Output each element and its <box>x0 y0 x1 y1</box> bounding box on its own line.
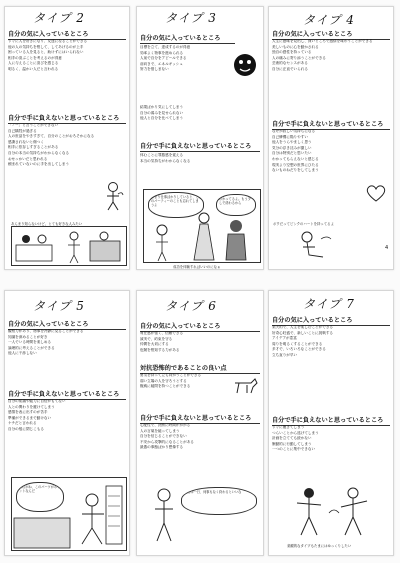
figure-caption: 楽観的なタイプもたまにはゆっくりしたい <box>287 544 352 548</box>
list-item: 結果ばかり気にしてしまう <box>140 105 184 109</box>
list-item: 誠実で、約束を守る <box>140 336 173 341</box>
strengths-list <box>8 39 126 73</box>
list-item: ないものねだりをしてしまう <box>272 168 319 173</box>
list-item: アイデアが豊富 <box>272 336 297 341</box>
list-item: 芸術的なセンスがある <box>272 61 308 66</box>
list-item: 人との関わりを避けてしまう <box>8 404 55 409</box>
list-item: 観察力があり、物事を冷静に見ることができる <box>8 329 84 333</box>
page-title: タイプ 4 <box>303 13 355 27</box>
list-item: 本当の気持ちがわからなくなる <box>140 158 191 163</box>
list-item: 現実より空想の世界にひたる <box>272 162 319 167</box>
page-title: タイプ 6 <box>165 299 217 313</box>
weaknesses-list <box>272 425 390 453</box>
figure-caption: ボクだってピンクのハートを持ってるよ <box>273 222 334 226</box>
party-illustration <box>143 189 261 263</box>
dancing-figures-icon <box>289 483 379 539</box>
list-item: 衝動的に行動してしまう <box>272 441 312 446</box>
list-item: 権威に疑問を持つことができる <box>140 384 191 389</box>
weaknesses-list <box>140 153 260 164</box>
strengths-list <box>272 39 390 73</box>
page-title: タイプ 5 <box>33 299 85 313</box>
list-item: 多才で、いろいろなことができる <box>272 347 326 352</box>
list-item: 準備ができるまで動けない <box>8 415 52 420</box>
sitting-figure-icon <box>293 229 335 265</box>
page-type-3 <box>136 6 264 270</box>
list-item: 気分の浮き沈みが激しい <box>272 145 312 150</box>
section-heading: 自分で手に負えないと思っているところ <box>8 113 126 124</box>
list-item: 自分の知識や能力に自信がもてない <box>8 399 66 403</box>
list-item: 相手の喜ぶことを考えるのが得意 <box>8 55 62 60</box>
list-item: 他人に干渉しない <box>8 351 37 356</box>
section-heading: 自分で手に負えないと思っているところ <box>140 413 260 424</box>
list-item: 困っている人を見ると、助けずにはいられない <box>8 50 84 55</box>
list-item: 人に与えることに喜びを感じる <box>8 61 59 66</box>
page-title: タイプ 7 <box>303 297 355 311</box>
strengths-list <box>140 45 227 73</box>
weaknesses-list <box>8 123 126 168</box>
list-item: 楽天的で、人生を楽しむことができる <box>272 325 334 329</box>
list-item: 自分の弱みを見せられない <box>140 110 184 115</box>
section-heading: 自分で手に負えないと思っているところ <box>272 415 390 426</box>
section-heading: 自分で手に負えないと思っているところ <box>272 119 390 130</box>
list-item: 人の世話をやきすぎて、自分のことがおろそかになる <box>8 134 95 139</box>
list-item: 論理的に考えることができる <box>8 345 55 350</box>
list-item: 相手に依存しすぎることがある <box>8 145 59 150</box>
section-heading: 自分で手に負えないと思っているところ <box>140 141 260 152</box>
list-item: なぜか寂しい気持ちになる <box>272 129 316 133</box>
section-heading: 自分の気に入っているところ <box>272 315 390 326</box>
list-item: 責任感が強く、信頼できる <box>140 331 184 335</box>
list-item: 前向きで、エネルギッシュ <box>140 61 183 66</box>
section-heading: 自分の気に入っているところ <box>8 319 126 330</box>
page-type-6 <box>136 290 264 556</box>
list-item: 人生に意味を見出し、深いところで感情を味わうことができる <box>272 39 373 43</box>
list-item: 効率よく物事を進められる <box>140 50 184 55</box>
list-item: つらいことから逃げてしまう <box>272 430 319 435</box>
page-mark: 4 <box>385 245 389 251</box>
list-item: 明るく、温かい人だと言われる <box>8 66 59 71</box>
weaknesses-list <box>8 399 126 433</box>
heart-icon <box>365 183 387 203</box>
list-item: 勇気を持って立ち向かうことができる <box>140 373 202 377</box>
dog-icon <box>231 375 259 395</box>
list-item: 立ち直りが早い <box>272 352 298 357</box>
strengths-list <box>272 325 390 359</box>
list-item: おせっかいだと思われる <box>8 156 48 161</box>
list-item: 他人をうらやましく思う <box>272 140 312 145</box>
section-heading: 自分の気に入っているところ <box>8 29 126 40</box>
list-item: 自己憐憫に陥りやすい <box>272 134 308 139</box>
page-type-5 <box>4 290 130 556</box>
list-item: 休むことに罪悪感を覚える <box>140 153 184 157</box>
standing-figure-icon <box>151 487 177 543</box>
list-item: 一つのことに集中できない <box>272 447 316 452</box>
running-figure-icon <box>229 47 261 81</box>
list-item: ケチだと言われる <box>8 421 37 426</box>
list-item: 自分を信じることができない <box>140 434 187 439</box>
list-item: 自分の本当の気持ちがわからなくなる <box>8 150 70 155</box>
list-item: 自分は特別だと思いたい <box>272 151 312 156</box>
list-item: 自己犠牲が過ぎる <box>8 128 37 133</box>
helper-figure-icon <box>101 181 125 211</box>
list-item: 周りを明るくすることができる <box>272 341 323 346</box>
section-heading: 自分の気に入っているところ <box>272 29 390 40</box>
extra-list <box>140 105 260 122</box>
speech-bubble-right: わかってるよ。もう少しで終わるから <box>216 194 256 216</box>
figure-caption: 成功を体験すればいいのになぁ <box>173 265 221 269</box>
caregiving-illustration <box>11 226 127 266</box>
list-item: 知識を深めることが好き <box>8 334 48 339</box>
page-title: タイプ 3 <box>165 11 217 25</box>
list-item: 好奇心旺盛で、新しいことに挑戦する <box>272 330 334 335</box>
list-item: 不安から攻撃的になることがある <box>140 439 194 444</box>
section-heading: 自分で手に負えないと思っているところ <box>8 389 126 400</box>
list-item: 弱い立場の人を守ろうとする <box>140 378 187 383</box>
section-heading: 自分の気に入っているところ <box>140 33 235 44</box>
counterphobic-list <box>140 373 223 390</box>
list-item: 人の言葉を疑ってしまう <box>140 428 180 433</box>
page-title: タイプ 2 <box>33 11 85 25</box>
section-heading: 対抗恐怖的であることの良い点 <box>140 363 260 374</box>
list-item: 独自の感性を持っている <box>272 50 312 55</box>
list-item: 一人でいる時間を楽しめる <box>8 340 52 345</box>
study-illustration <box>11 477 127 551</box>
speech-bubble-left: あまり仕事ばかりしていると、このパーティーのことも忘れてしまうよ <box>148 192 204 218</box>
list-item: 頼まれていないのに手を出してしまう <box>8 162 70 167</box>
list-item: 心配性で、決断に時間がかかる <box>140 423 191 427</box>
list-item: 自分に正直でいられる <box>272 66 308 71</box>
weaknesses-list <box>272 129 357 174</box>
list-item: 感謝されないと傷つく <box>8 139 44 144</box>
list-item: 人前で自分をアピールできる <box>140 56 187 61</box>
list-item: 計画を立てても続かない <box>272 436 312 441</box>
weaknesses-list <box>140 423 260 451</box>
strengths-list <box>140 331 260 353</box>
list-item: 他の人の気持ちを察して、してあげるのが上手 <box>8 44 84 49</box>
list-item: わかってもらえないと感じる <box>272 156 319 161</box>
list-item: 美しいものに心を動かされる <box>272 44 319 49</box>
page-type-4 <box>268 6 394 270</box>
list-item: すぐに人を好きになり、友達になることができる <box>8 39 88 43</box>
section-heading: 自分の気に入っているところ <box>140 321 260 332</box>
page-type-2 <box>4 6 130 270</box>
speech-bubble: これがね、このパーツがポイントなんだ <box>16 482 64 512</box>
list-item: 最悪の事態ばかり想像する <box>140 445 184 450</box>
list-item: 他人と自分を比べてしまう <box>140 116 184 121</box>
speech-bubble: 今日は一日、何事もなく終わるといいな <box>181 487 257 515</box>
list-item: 人の痛みに寄り添うことができる <box>272 55 326 60</box>
list-item: 努力を惜しまない <box>140 67 169 72</box>
list-item: 感情を表に出すのが苦手 <box>8 410 48 415</box>
list-item: すぐに飽きてしまう <box>272 425 305 429</box>
list-item: 自分の殻に閉じこもる <box>8 426 44 431</box>
list-item: 「ノー」と言うことができない <box>8 123 59 127</box>
list-item: 目標を立て、達成するのが得意 <box>140 45 191 49</box>
list-item: 仲間を大切にする <box>140 342 169 347</box>
strengths-list <box>8 329 126 357</box>
figure-caption: あんまり知らないけど、とても好きな人みたい <box>11 222 83 226</box>
list-item: 危険を察知する力がある <box>140 347 180 352</box>
page-type-7 <box>268 290 394 556</box>
